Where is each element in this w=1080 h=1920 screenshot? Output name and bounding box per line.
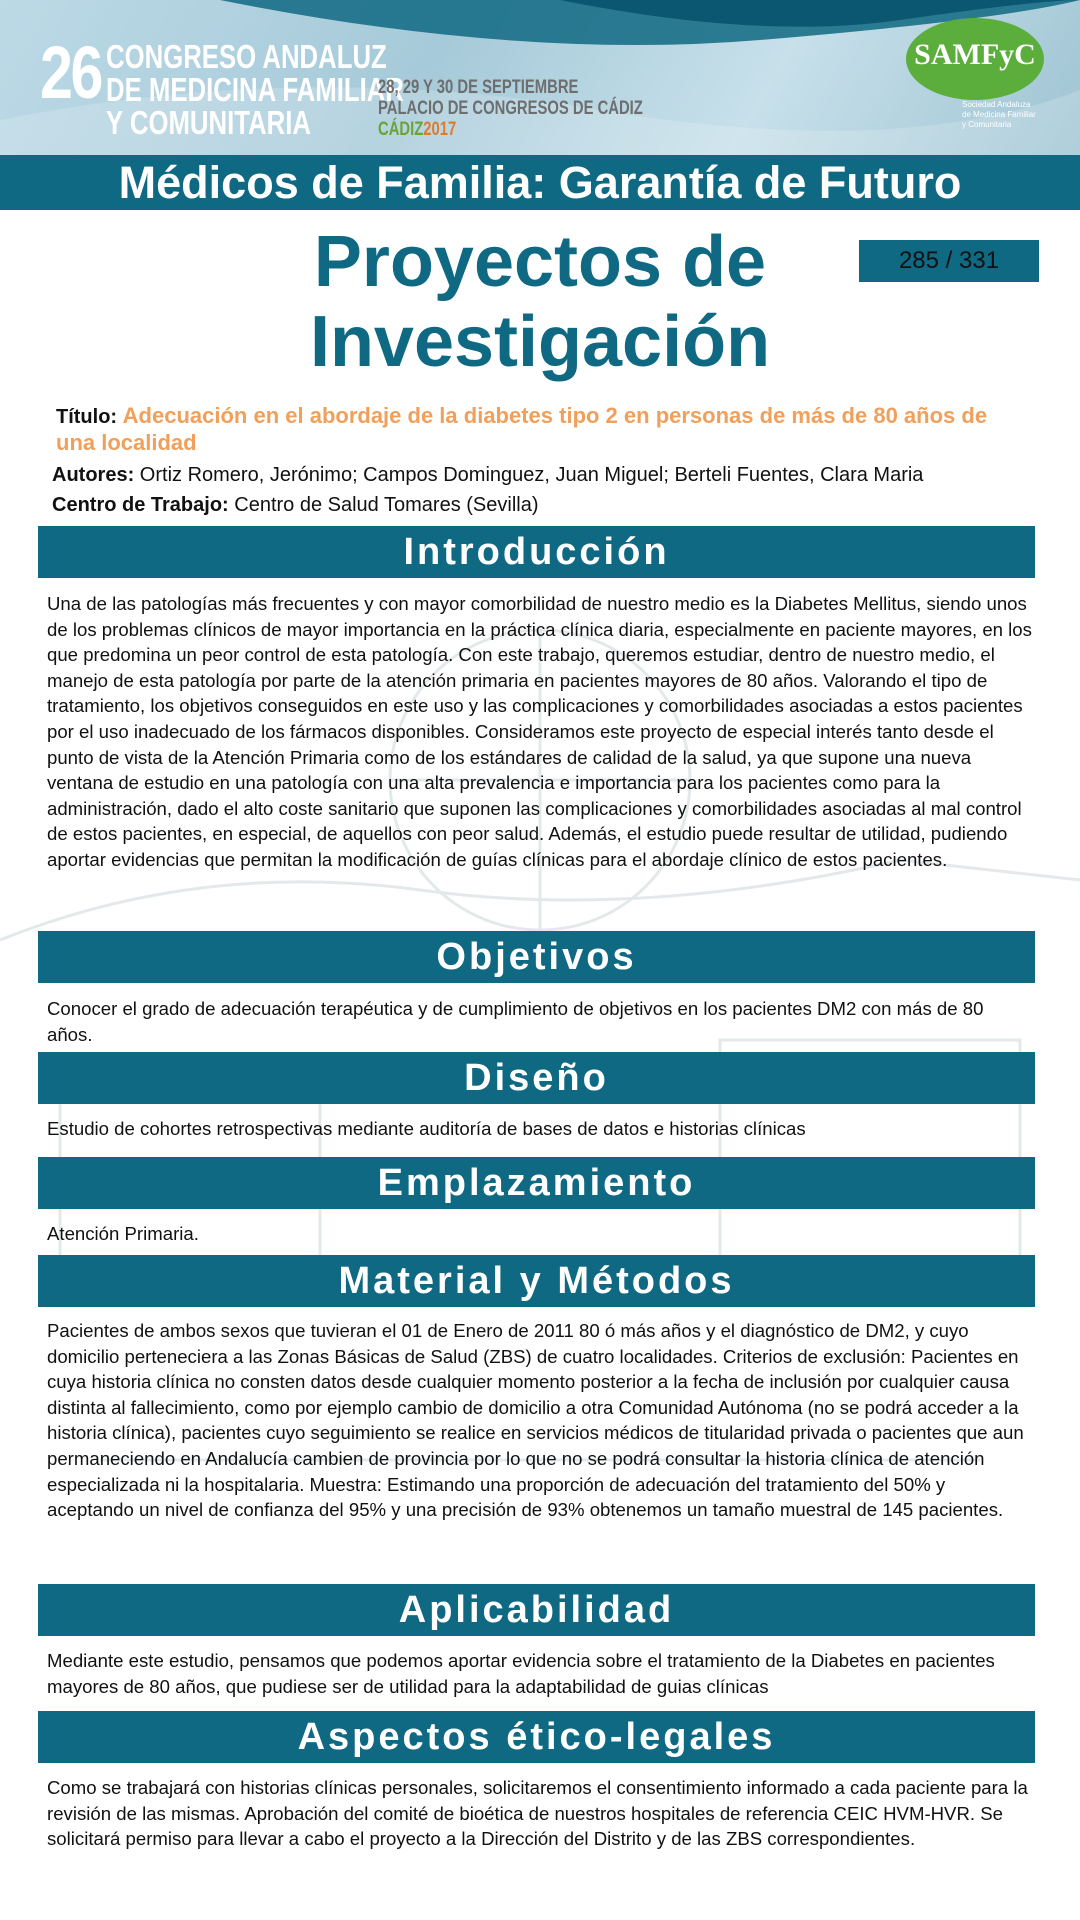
section-text-objetivos: Conocer el grado de adecuación terapéutica y de cumplimiento de objetivos en los pacientes DM2 con más de 80 años.: [47, 998, 984, 1045]
title-value: Adecuación en el abordaje de la diabetes tipo 2 en personas de más de 80 años de una localidad: [56, 403, 988, 455]
workplace-value: Centro de Salud Tomares (Sevilla): [234, 494, 539, 516]
section-header-material: Material y Métodos: [38, 1255, 1035, 1307]
congress-info: [378, 77, 643, 140]
congress-name: [106, 40, 404, 139]
section-text-emplazamiento: Atención Primaria.: [47, 1223, 199, 1244]
section-text-material: Pacientes de ambos sexos que tuvieran el 01 de Enero de 2011 80 ó más años y el diagnóstico de DM2, y cuyo domicilio perteneciera a las Zonas Básicas de Salud (ZBS) de cuatro localidades. Criterios de exclusión: Pacientes en cuya historia clínica no consten datos desde cualquier momento posterior a la fecha de inclusión por cualquier causa distinta al fallecimiento, como por ejemplo cambio de domicilio a otra Comunidad Autónoma (no se podrá acceder a la historia clínica), pacientes cuyo seguimiento se realice en servicios médicos de titularidad privada o pacientes que aun permaneciendo en Andalucía cambien de provincia por lo que no se podrá consultar la historia clínica de atención especializada ni la hospitalaria. Muestra: Estimando una proporción de adecuación del tratamiento del 50% y aceptando un nivel de confianza del 95% y una precisión de 93% obtenemos un tamaño muestral de 145 pacientes.: [47, 1320, 1024, 1521]
congress-year: 2017: [423, 119, 457, 140]
title-label: Título:: [56, 406, 118, 428]
section-text-etica: Como se trabajará con historias clínicas personales, solicitaremos el consentimiento informado a cada paciente para la revisión de las mismas. Aprobación del comité de bioética de nuestros hospitales de referencia CEIC HVM-HVR. Se solicitará permiso para llevar a cabo el proyecto a la Dirección del Distrito y de las ZBS correspondientes.: [47, 1777, 1028, 1850]
authors-value: Ortiz Romero, Jerónimo; Campos Dominguez, Juan Miguel; Berteli Fuentes, Clara Maria: [139, 464, 924, 486]
page-title: [250, 222, 830, 382]
section-header-emplazamiento: Emplazamiento: [38, 1157, 1035, 1209]
congress-city: CÁDIZ: [378, 119, 424, 140]
samfyc-logo-subtitle: [962, 100, 1048, 130]
samfyc-subtitle-line: Sociedad Andaluza: [962, 100, 1031, 109]
section-header-etica: Aspectos ético-legales: [38, 1711, 1035, 1763]
page-title-line: Investigación: [309, 302, 771, 382]
samfyc-subtitle-line: de Medicina Familiar: [962, 110, 1036, 119]
header-banner: [0, 0, 1080, 155]
congress-venue: PALACIO DE CONGRESOS DE CÁDIZ: [378, 98, 643, 119]
section-header-objetivos: Objetivos: [38, 931, 1035, 983]
section-header-introduccion: Introducción: [38, 526, 1035, 578]
section-header-aplicabilidad: Aplicabilidad: [38, 1584, 1035, 1636]
section-header-diseno: Diseño: [38, 1052, 1035, 1104]
page-title-line: Proyectos de: [313, 222, 767, 302]
congress-name-line: CONGRESO ANDALUZ: [106, 38, 387, 75]
samfyc-logo: [900, 18, 1048, 138]
samfyc-subtitle-line: y Comunitaria: [962, 120, 1012, 129]
title-row: [56, 403, 1016, 457]
workplace-row: [52, 492, 1052, 518]
congress-city-year: [378, 119, 643, 140]
authors-row: [52, 462, 1052, 488]
authors-label: Autores:: [52, 464, 135, 486]
congress-dates: 28, 29 Y 30 DE SEPTIEMBRE: [378, 77, 579, 98]
section-text-aplicabilidad: Mediante este estudio, pensamos que podemos aportar evidencia sobre el tratamiento de la Diabetes en pacientes mayores de 80 años, que pudiese ser de utilidad para la adaptabilidad de guias clínicas: [47, 1650, 995, 1697]
poster-counter: 285 / 331: [859, 240, 1039, 282]
congress-name-line: DE MEDICINA FAMILIAR: [106, 71, 404, 108]
section-text-diseno: Estudio de cohortes retrospectivas mediante auditoría de bases de datos e historias clínicas: [47, 1118, 806, 1139]
samfyc-logo-text: SAMFyC: [914, 38, 1036, 71]
workplace-label: Centro de Trabajo:: [52, 494, 229, 516]
congress-number: 26: [40, 31, 102, 114]
section-text-introduccion: Una de las patologías más frecuentes y con mayor comorbilidad de nuestro medio es la Diabetes Mellitus, siendo unos de los problemas clínicos de mayor importancia en la práctica clínica diaria, especialmente en paciente mayores, en los que predomina un peor control de esta patología. Con este trabajo, queremos estudiar, dentro de nuestro medio, el manejo de esta patología por parte de la atención primaria en pacientes mayores de 80 años. Valorando el tipo de tratamiento, los objetivos conseguidos en este uso y las complicaciones y comorbilidades asociadas a estos pacientes por el uso inadecuado de los fármacos disponibles. Consideramos este proyecto de especial interés tanto desde el punto de vista de la Atención Primaria como de los estándares de calidad de la salud, ya que supone una nueva ventana de estudio en una patología con una alta prevalencia e importancia para los pacientes como para la administración, dado el alto coste sanitario que suponen las complicaciones y comorbilidades asociadas al mal control de estos pacientes, en especial, de aquellos con peor salud. Además, el estudio puede resultar de utilidad, pudiendo aportar evidencias que permitan la modificación de guías clínicas para el abordaje clínico de estos pacientes.: [47, 593, 1032, 870]
congress-name-line: Y COMUNITARIA: [106, 104, 311, 141]
motto-bar: Médicos de Familia: Garantía de Futuro: [0, 155, 1080, 210]
